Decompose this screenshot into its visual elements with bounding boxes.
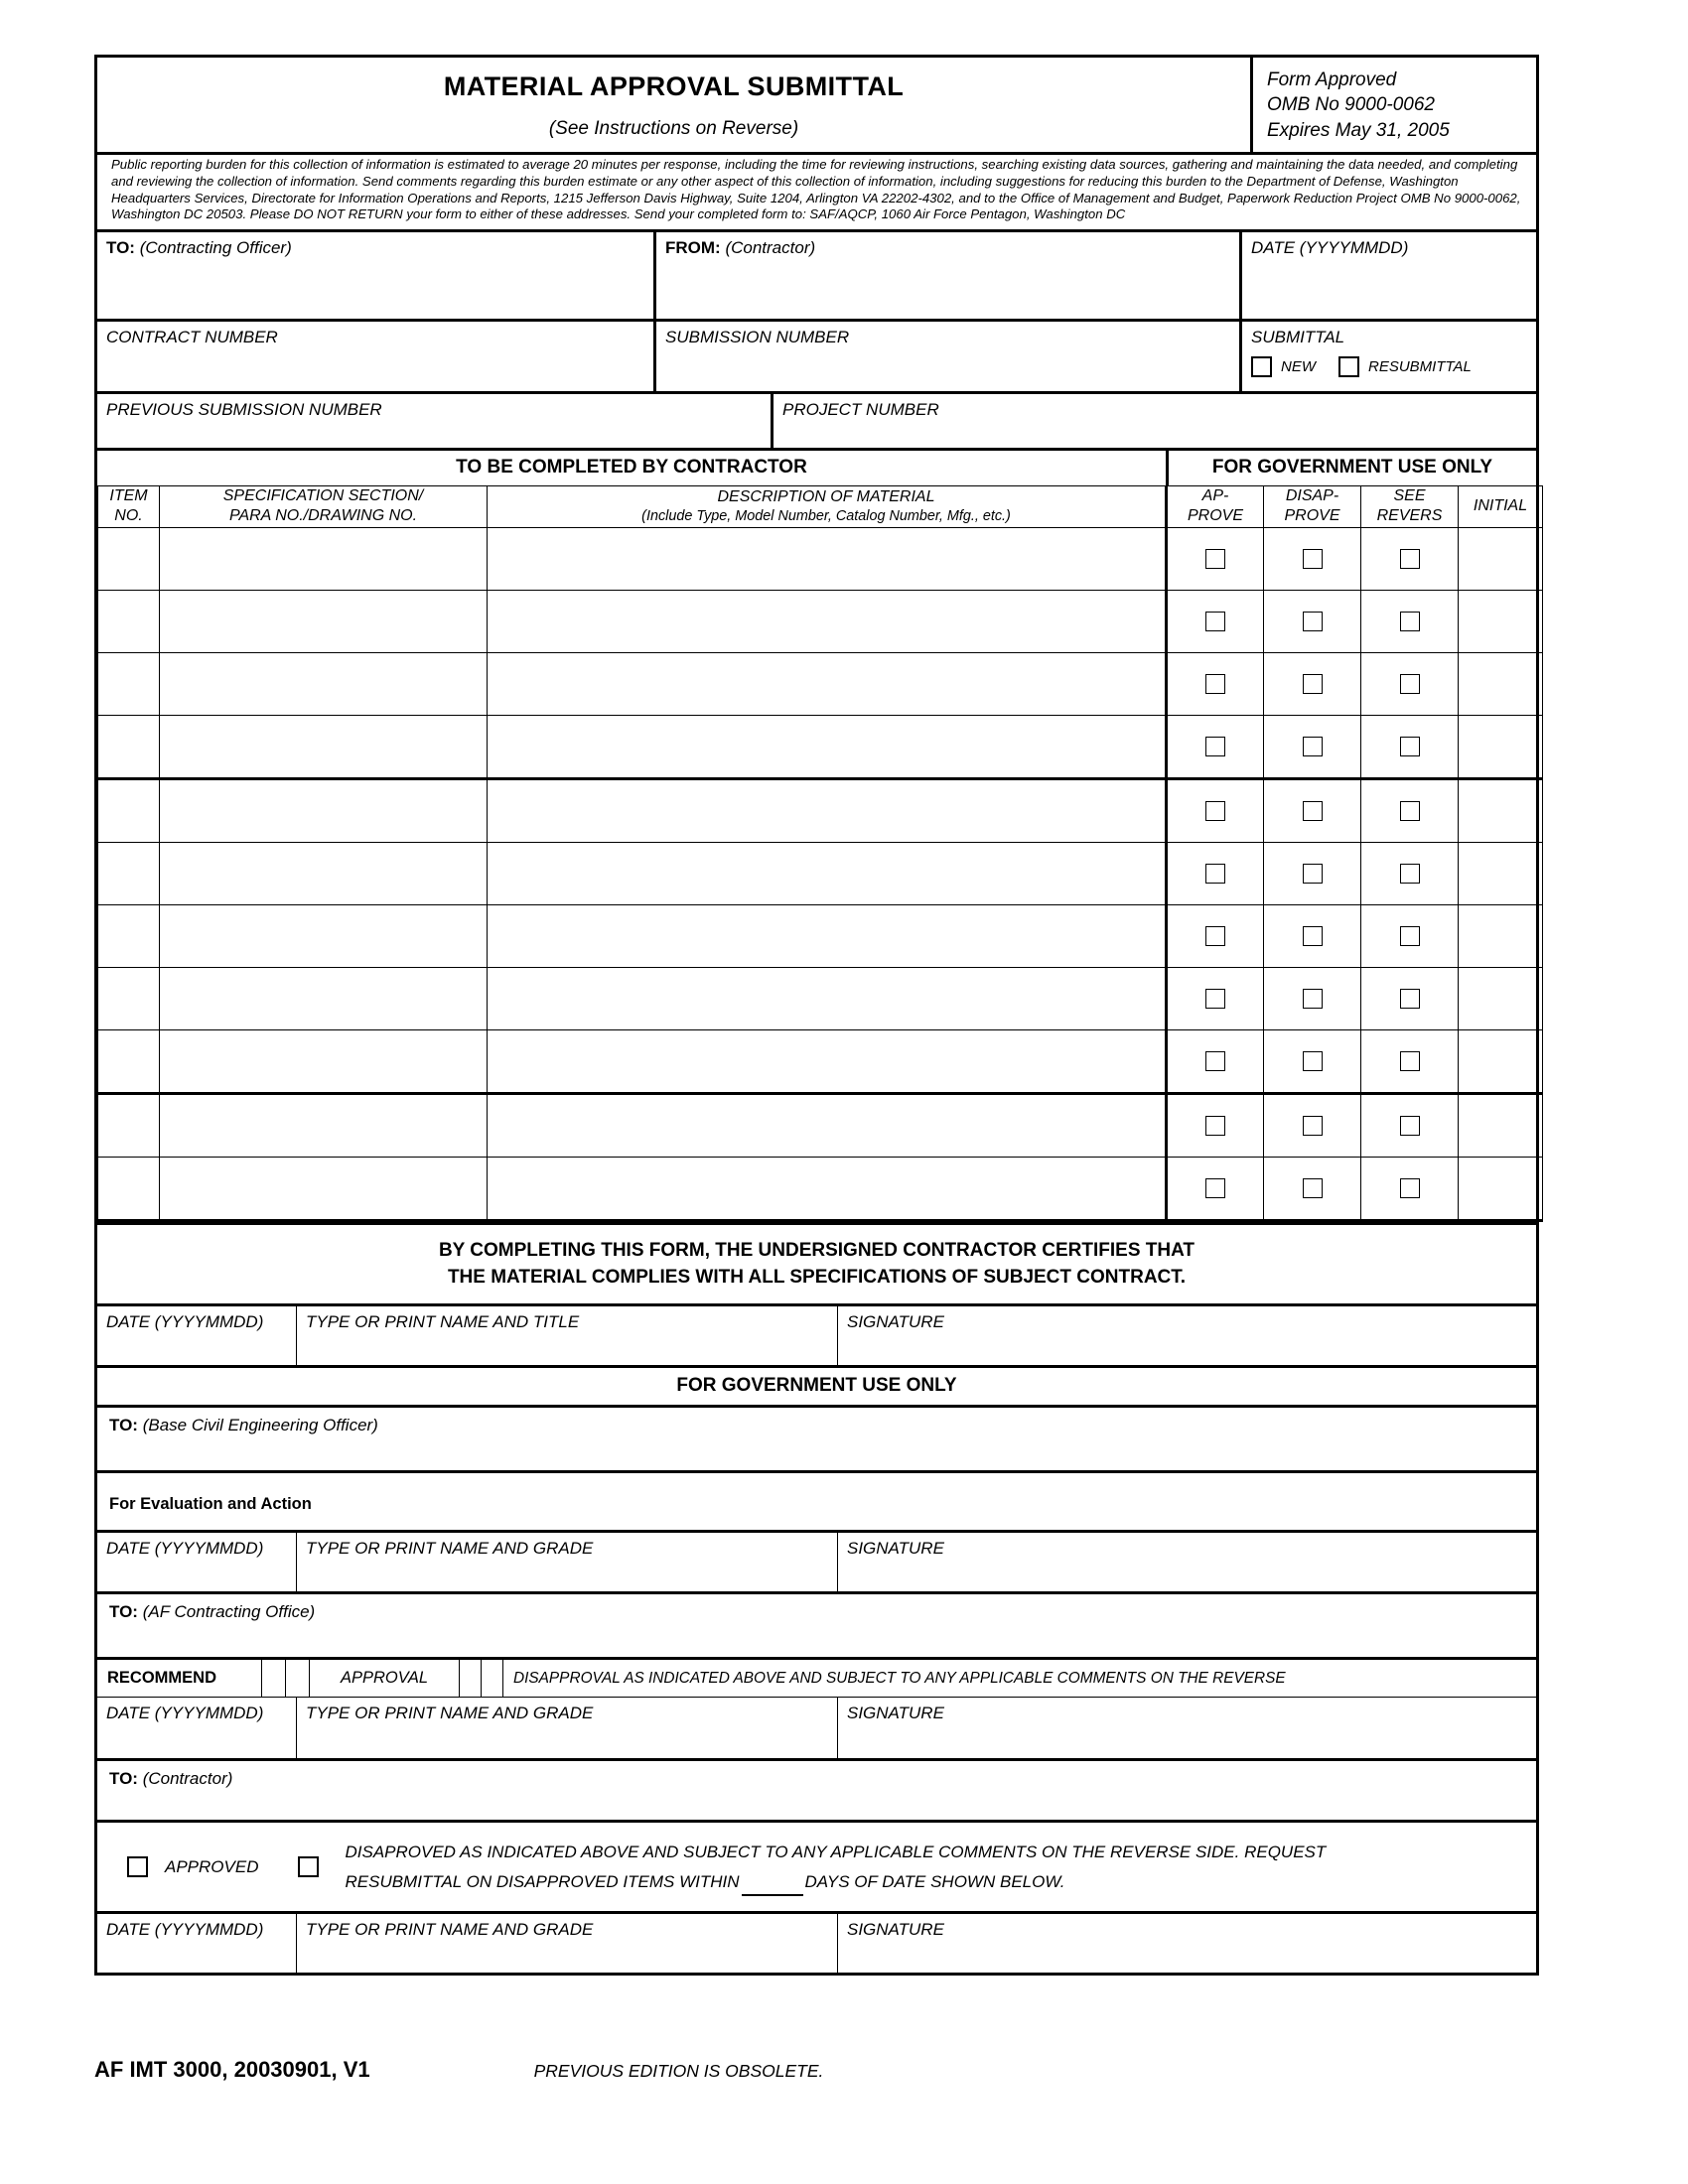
cell-disapprove [1264,527,1361,590]
col-header-description [488,486,1167,528]
contract-number-label: CONTRACT NUMBER [106,328,278,346]
table-row [98,1093,1543,1157]
table-row [98,778,1543,842]
bce-signature-field[interactable] [837,1533,1536,1591]
to-label-hint: (Contracting Officer) [139,238,292,257]
cell-see-reverse [1361,1157,1459,1220]
cell-spec-section[interactable] [160,967,488,1029]
submittal-new-checkbox[interactable] [1251,356,1272,377]
approve-checkbox[interactable] [1205,612,1225,631]
see-reverse-checkbox[interactable] [1400,1051,1420,1071]
col-header-approve-l2: PROVE [1187,507,1243,525]
col-header-see-l2: REVERS [1376,507,1443,525]
to-contractor-hint: (Contractor) [142,1769,233,1789]
cell-initial[interactable] [1459,842,1543,904]
cell-initial[interactable] [1459,967,1543,1029]
from-label: FROM: [665,238,721,257]
bce-name-grade-label: TYPE OR PRINT NAME AND GRADE [306,1539,594,1559]
cell-disapprove [1264,590,1361,652]
col-header-initial-label: INITIAL [1473,497,1528,515]
cell-approve [1167,527,1264,590]
cell-description[interactable] [488,778,1167,842]
public-reporting-burden-statement: Public reporting burden for this collection of information is estimated to average 20 minutes per response, including the time for reviewing instructions, searching existing data sources, gathering and maintaining the data needed, and completing and reviewing the collection of information. Send comments regarding this burden estimate or any other aspect of this collection of information, including suggestions for reducing this burden to the Department of Defense, Washington Headquarters Services, Directorate for Information Operations and Reports, 1215 Jefferson Davis Highway, Suite 1204, Arlington VA 22202-4302, and to the Office of Management and Budget, Paperwork Reduction Project OMB No 9000-0062, Washington DC 20503. Please DO NOT RETURN your form to either of these addresses. Send your completed form to: SAF/AQCP, 1060 Air Force Pentagon, Washington DC [97,152,1536,229]
to-contracting-officer-field[interactable] [97,232,653,319]
cell-disapprove [1264,778,1361,842]
disapprove-checkbox[interactable] [1303,801,1323,821]
from-label-hint: (Contractor) [725,238,816,257]
approve-checkbox[interactable] [1205,549,1225,569]
recommend-approval-checkbox-a[interactable] [261,1660,285,1697]
cell-see-reverse [1361,1029,1459,1093]
cell-item-no[interactable] [98,904,160,967]
cell-see-reverse [1361,842,1459,904]
recommend-disapproval-checkbox-b[interactable] [481,1660,502,1697]
recommend-date-label: DATE (YYYYMMDD) [106,1704,264,1723]
contract-submission-row [97,319,1536,391]
date-field[interactable] [1239,232,1536,319]
material-items-table [97,485,1543,1222]
see-reverse-checkbox[interactable] [1400,1178,1420,1198]
see-reverse-checkbox[interactable] [1400,989,1420,1009]
government-use-bar: FOR GOVERNMENT USE ONLY [97,1365,1536,1405]
cell-spec-section[interactable] [160,1157,488,1220]
cell-item-no[interactable] [98,715,160,778]
approve-checkbox[interactable] [1205,1051,1225,1071]
contract-number-field[interactable] [97,322,653,391]
cell-initial[interactable] [1459,904,1543,967]
cell-initial[interactable] [1459,715,1543,778]
cell-approve [1167,967,1264,1029]
cell-spec-section[interactable] [160,527,488,590]
cell-see-reverse [1361,652,1459,715]
cell-approve [1167,590,1264,652]
col-header-item-no [98,486,160,528]
cell-approve [1167,904,1264,967]
cell-spec-section[interactable] [160,590,488,652]
return-signature-label: SIGNATURE [847,1920,944,1940]
bce-signature-row [97,1530,1536,1591]
cell-approve [1167,715,1264,778]
contractor-date-field[interactable] [97,1306,296,1365]
cell-spec-section[interactable] [160,778,488,842]
cell-description[interactable] [488,842,1167,904]
return-date-label: DATE (YYYYMMDD) [106,1920,264,1940]
disapproved-line-2b: DAYS OF DATE SHOWN BELOW. [804,1871,1065,1891]
submittal-options [1251,356,1527,377]
cell-disapprove [1264,652,1361,715]
previous-submission-project-row [97,391,1536,448]
form-approved-line: Form Approved [1267,69,1397,90]
col-header-disapprove-l1: DISAP- [1285,487,1339,504]
col-header-item-no-l2: NO. [114,507,143,525]
approved-checkbox[interactable] [127,1856,148,1877]
cell-spec-section[interactable] [160,652,488,715]
approve-checkbox[interactable] [1205,674,1225,694]
return-signature-field[interactable] [837,1914,1536,1973]
col-header-initial [1459,486,1543,528]
cell-description[interactable] [488,590,1167,652]
cell-approve [1167,1029,1264,1093]
cell-see-reverse [1361,778,1459,842]
col-header-see-l1: SEE [1393,487,1426,504]
table-body [98,527,1543,1220]
table-row [98,652,1543,715]
col-header-disapprove-l2: PROVE [1284,507,1340,525]
col-header-disapprove [1264,486,1361,528]
form-identifier: AF IMT 3000, 20030901, V1 [94,2057,370,2082]
to-bce-label: TO: [109,1416,138,1435]
recommend-disapproval-checkbox-a[interactable] [459,1660,481,1697]
cell-approve [1167,652,1264,715]
disapprove-checkbox[interactable] [1303,1116,1323,1136]
table-row [98,967,1543,1029]
title-block [97,58,1536,152]
see-reverse-checkbox[interactable] [1400,674,1420,694]
previous-submission-number-label: PREVIOUS SUBMISSION NUMBER [106,400,382,419]
recommend-disapproval-label: DISAPPROVAL AS INDICATED ABOVE AND SUBJECT TO ANY APPLICABLE COMMENTS ON THE REVERSE [502,1660,1536,1697]
cell-spec-section[interactable] [160,904,488,967]
cell-spec-section[interactable] [160,715,488,778]
see-reverse-checkbox[interactable] [1400,549,1420,569]
recommend-label: RECOMMEND [107,1669,216,1688]
cell-disapprove [1264,904,1361,967]
approve-checkbox[interactable] [1205,1178,1225,1198]
omb-number-line: OMB No 9000-0062 [1267,94,1435,116]
project-number-label: PROJECT NUMBER [782,400,939,419]
cell-see-reverse [1361,715,1459,778]
table-row [98,715,1543,778]
submission-number-field[interactable] [653,322,1239,391]
date-label: DATE (YYYYMMDD) [1251,238,1409,257]
col-header-spec-section [160,486,488,528]
cell-see-reverse [1361,967,1459,1029]
cell-see-reverse [1361,904,1459,967]
to-contractor-label: TO: [109,1769,138,1789]
cell-item-no[interactable] [98,778,160,842]
page-title: MATERIAL APPROVAL SUBMITTAL [443,71,905,101]
submittal-label: SUBMITTAL [1251,328,1345,346]
cell-approve [1167,1157,1264,1220]
recommend-approval-checkbox-b[interactable] [285,1660,309,1697]
to-af-label: TO: [109,1602,138,1622]
for-evaluation-and-action-field[interactable] [97,1470,1536,1530]
approved-label: APPROVED [165,1856,259,1876]
see-reverse-checkbox[interactable] [1400,1116,1420,1136]
recommend-signature-field[interactable] [837,1698,1536,1758]
approve-checkbox[interactable] [1205,1116,1225,1136]
cell-spec-section[interactable] [160,1029,488,1093]
contractor-section-title: TO BE COMPLETED BY CONTRACTOR [456,457,807,478]
col-header-spec-l1: SPECIFICATION SECTION/ [222,487,424,504]
bce-date-field[interactable] [97,1533,296,1591]
table-header-row [98,486,1543,528]
cell-disapprove [1264,967,1361,1029]
recommend-name-grade-label: TYPE OR PRINT NAME AND GRADE [306,1704,594,1723]
cell-disapprove [1264,715,1361,778]
approve-checkbox[interactable] [1205,801,1225,821]
approve-checkbox[interactable] [1205,926,1225,946]
cell-item-no[interactable] [98,590,160,652]
cell-description[interactable] [488,1093,1167,1157]
return-name-grade-label: TYPE OR PRINT NAME AND GRADE [306,1920,594,1940]
cell-see-reverse [1361,1093,1459,1157]
cell-approve [1167,778,1264,842]
submittal-resubmittal-label: RESUBMITTAL [1368,358,1472,375]
approve-checkbox[interactable] [1205,989,1225,1009]
cell-approve [1167,1093,1264,1157]
recommend-signature-row [97,1697,1536,1758]
disapprove-checkbox[interactable] [1303,1178,1323,1198]
contractor-return-signature-row [97,1911,1536,1973]
disapprove-checkbox[interactable] [1303,864,1323,884]
previous-submission-number-field[interactable] [97,394,771,448]
cell-description[interactable] [488,715,1167,778]
recommend-signature-label: SIGNATURE [847,1704,944,1723]
table-row [98,590,1543,652]
government-section-title: FOR GOVERNMENT USE ONLY [1166,451,1536,485]
cell-see-reverse [1361,590,1459,652]
certification-line-2: THE MATERIAL COMPLIES WITH ALL SPECIFICATIONS OF SUBJECT CONTRACT. [447,1267,1187,1289]
recommend-date-field[interactable] [97,1698,296,1758]
project-number-field[interactable] [771,394,1536,448]
cell-initial[interactable] [1459,778,1543,842]
submission-number-label: SUBMISSION NUMBER [665,328,850,346]
table-row [98,904,1543,967]
submittal-type-field [1239,322,1536,391]
cell-initial[interactable] [1459,1157,1543,1220]
cell-description[interactable] [488,1157,1167,1220]
cell-initial[interactable] [1459,1093,1543,1157]
cell-item-no[interactable] [98,527,160,590]
cell-see-reverse [1361,527,1459,590]
to-label: TO: [106,238,135,257]
cell-spec-section[interactable] [160,842,488,904]
omb-expiry-line: Expires May 31, 2005 [1267,119,1450,141]
see-reverse-checkbox[interactable] [1400,612,1420,631]
cell-initial[interactable] [1459,527,1543,590]
return-name-grade-field[interactable] [296,1914,837,1973]
recommend-approval-label: APPROVAL [309,1660,459,1697]
for-evaluation-label: For Evaluation and Action [109,1495,312,1514]
contractor-signature-row [97,1303,1536,1365]
see-reverse-checkbox[interactable] [1400,801,1420,821]
submittal-new-label: NEW [1281,358,1316,375]
title-area [97,58,1250,152]
see-reverse-checkbox[interactable] [1400,926,1420,946]
to-base-civil-engineering-officer-field[interactable] [97,1405,1536,1470]
disapprove-checkbox[interactable] [1303,737,1323,756]
cell-initial[interactable] [1459,1029,1543,1093]
table-row [98,1157,1543,1220]
footer [94,2057,1539,2083]
contractor-name-title-label: TYPE OR PRINT NAME AND TITLE [306,1312,580,1332]
approval-decision-row [97,1820,1536,1911]
material-approval-submittal-form [94,55,1539,1976]
cell-description[interactable] [488,967,1167,1029]
disapproved-checkbox[interactable] [298,1856,319,1877]
cell-disapprove [1264,1029,1361,1093]
resubmittal-days-input[interactable] [742,1876,803,1896]
disapprove-checkbox[interactable] [1303,612,1323,631]
col-header-desc-l2: (Include Type, Model Number, Catalog Number, Mfg., etc.) [641,508,1011,525]
to-af-contracting-office-field[interactable] [97,1591,1536,1657]
to-from-date-row [97,229,1536,319]
page-subtitle: (See Instructions on Reverse) [548,118,799,139]
cell-item-no[interactable] [98,1093,160,1157]
bce-signature-label: SIGNATURE [847,1539,944,1559]
cell-item-no[interactable] [98,967,160,1029]
cell-disapprove [1264,1157,1361,1220]
table-header [98,486,1543,528]
certification-line-1: BY COMPLETING THIS FORM, THE UNDERSIGNED CONTRACTOR CERTIFIES THAT [438,1239,1196,1261]
to-bce-hint: (Base Civil Engineering Officer) [142,1416,378,1435]
submittal-resubmittal-checkbox[interactable] [1338,356,1359,377]
col-header-item-no-l1: ITEM [109,487,148,504]
recommend-name-grade-field[interactable] [296,1698,837,1758]
table-row [98,527,1543,590]
return-date-field[interactable] [97,1914,296,1973]
cell-spec-section[interactable] [160,1093,488,1157]
cell-item-no[interactable] [98,842,160,904]
cell-item-no[interactable] [98,1157,160,1220]
recommend-row [97,1657,1536,1697]
contractor-certification-statement [97,1222,1536,1303]
disapproved-text-block [345,1838,1326,1897]
cell-description[interactable] [488,652,1167,715]
from-contractor-field[interactable] [653,232,1239,319]
disapprove-checkbox[interactable] [1303,674,1323,694]
table-row [98,842,1543,904]
contractor-name-title-field[interactable] [296,1306,837,1365]
contractor-signature-field[interactable] [837,1306,1536,1365]
disapprove-checkbox[interactable] [1303,1051,1323,1071]
cell-item-no[interactable] [98,1029,160,1093]
col-header-spec-l2: PARA NO./DRAWING NO. [228,507,418,525]
cell-description[interactable] [488,904,1167,967]
bce-name-grade-field[interactable] [296,1533,837,1591]
cell-initial[interactable] [1459,590,1543,652]
col-header-see-reverse [1361,486,1459,528]
cell-disapprove [1264,842,1361,904]
cell-approve [1167,842,1264,904]
col-header-desc-l1: DESCRIPTION OF MATERIAL [717,488,935,506]
disapproved-line-1: DISAPROVED AS INDICATED ABOVE AND SUBJECT TO ANY APPLICABLE COMMENTS ON THE REVERSE SIDE. REQUEST [345,1842,1327,1861]
cell-description[interactable] [488,1029,1167,1093]
cell-disapprove [1264,1093,1361,1157]
previous-edition-note: PREVIOUS EDITION IS OBSOLETE. [533,2061,824,2081]
disapprove-checkbox[interactable] [1303,549,1323,569]
disapprove-checkbox[interactable] [1303,989,1323,1009]
table-row [98,1029,1543,1093]
bce-date-label: DATE (YYYYMMDD) [106,1539,264,1559]
col-header-approve-l1: AP- [1201,487,1229,504]
see-reverse-checkbox[interactable] [1400,864,1420,884]
contractor-signature-label: SIGNATURE [847,1312,944,1332]
to-contractor-return-field[interactable] [97,1758,1536,1820]
contractor-date-label: DATE (YYYYMMDD) [106,1312,264,1332]
approve-checkbox[interactable] [1205,864,1225,884]
disapproved-line-2a: RESUBMITTAL ON DISAPPROVED ITEMS WITHIN [345,1871,740,1891]
cell-initial[interactable] [1459,652,1543,715]
cell-item-no[interactable] [98,652,160,715]
see-reverse-checkbox[interactable] [1400,737,1420,756]
cell-description[interactable] [488,527,1167,590]
col-header-approve [1167,486,1264,528]
omb-approval-block [1250,58,1536,152]
table-section-bar [97,448,1536,485]
disapprove-checkbox[interactable] [1303,926,1323,946]
approve-checkbox[interactable] [1205,737,1225,756]
to-af-hint: (AF Contracting Office) [142,1602,316,1622]
